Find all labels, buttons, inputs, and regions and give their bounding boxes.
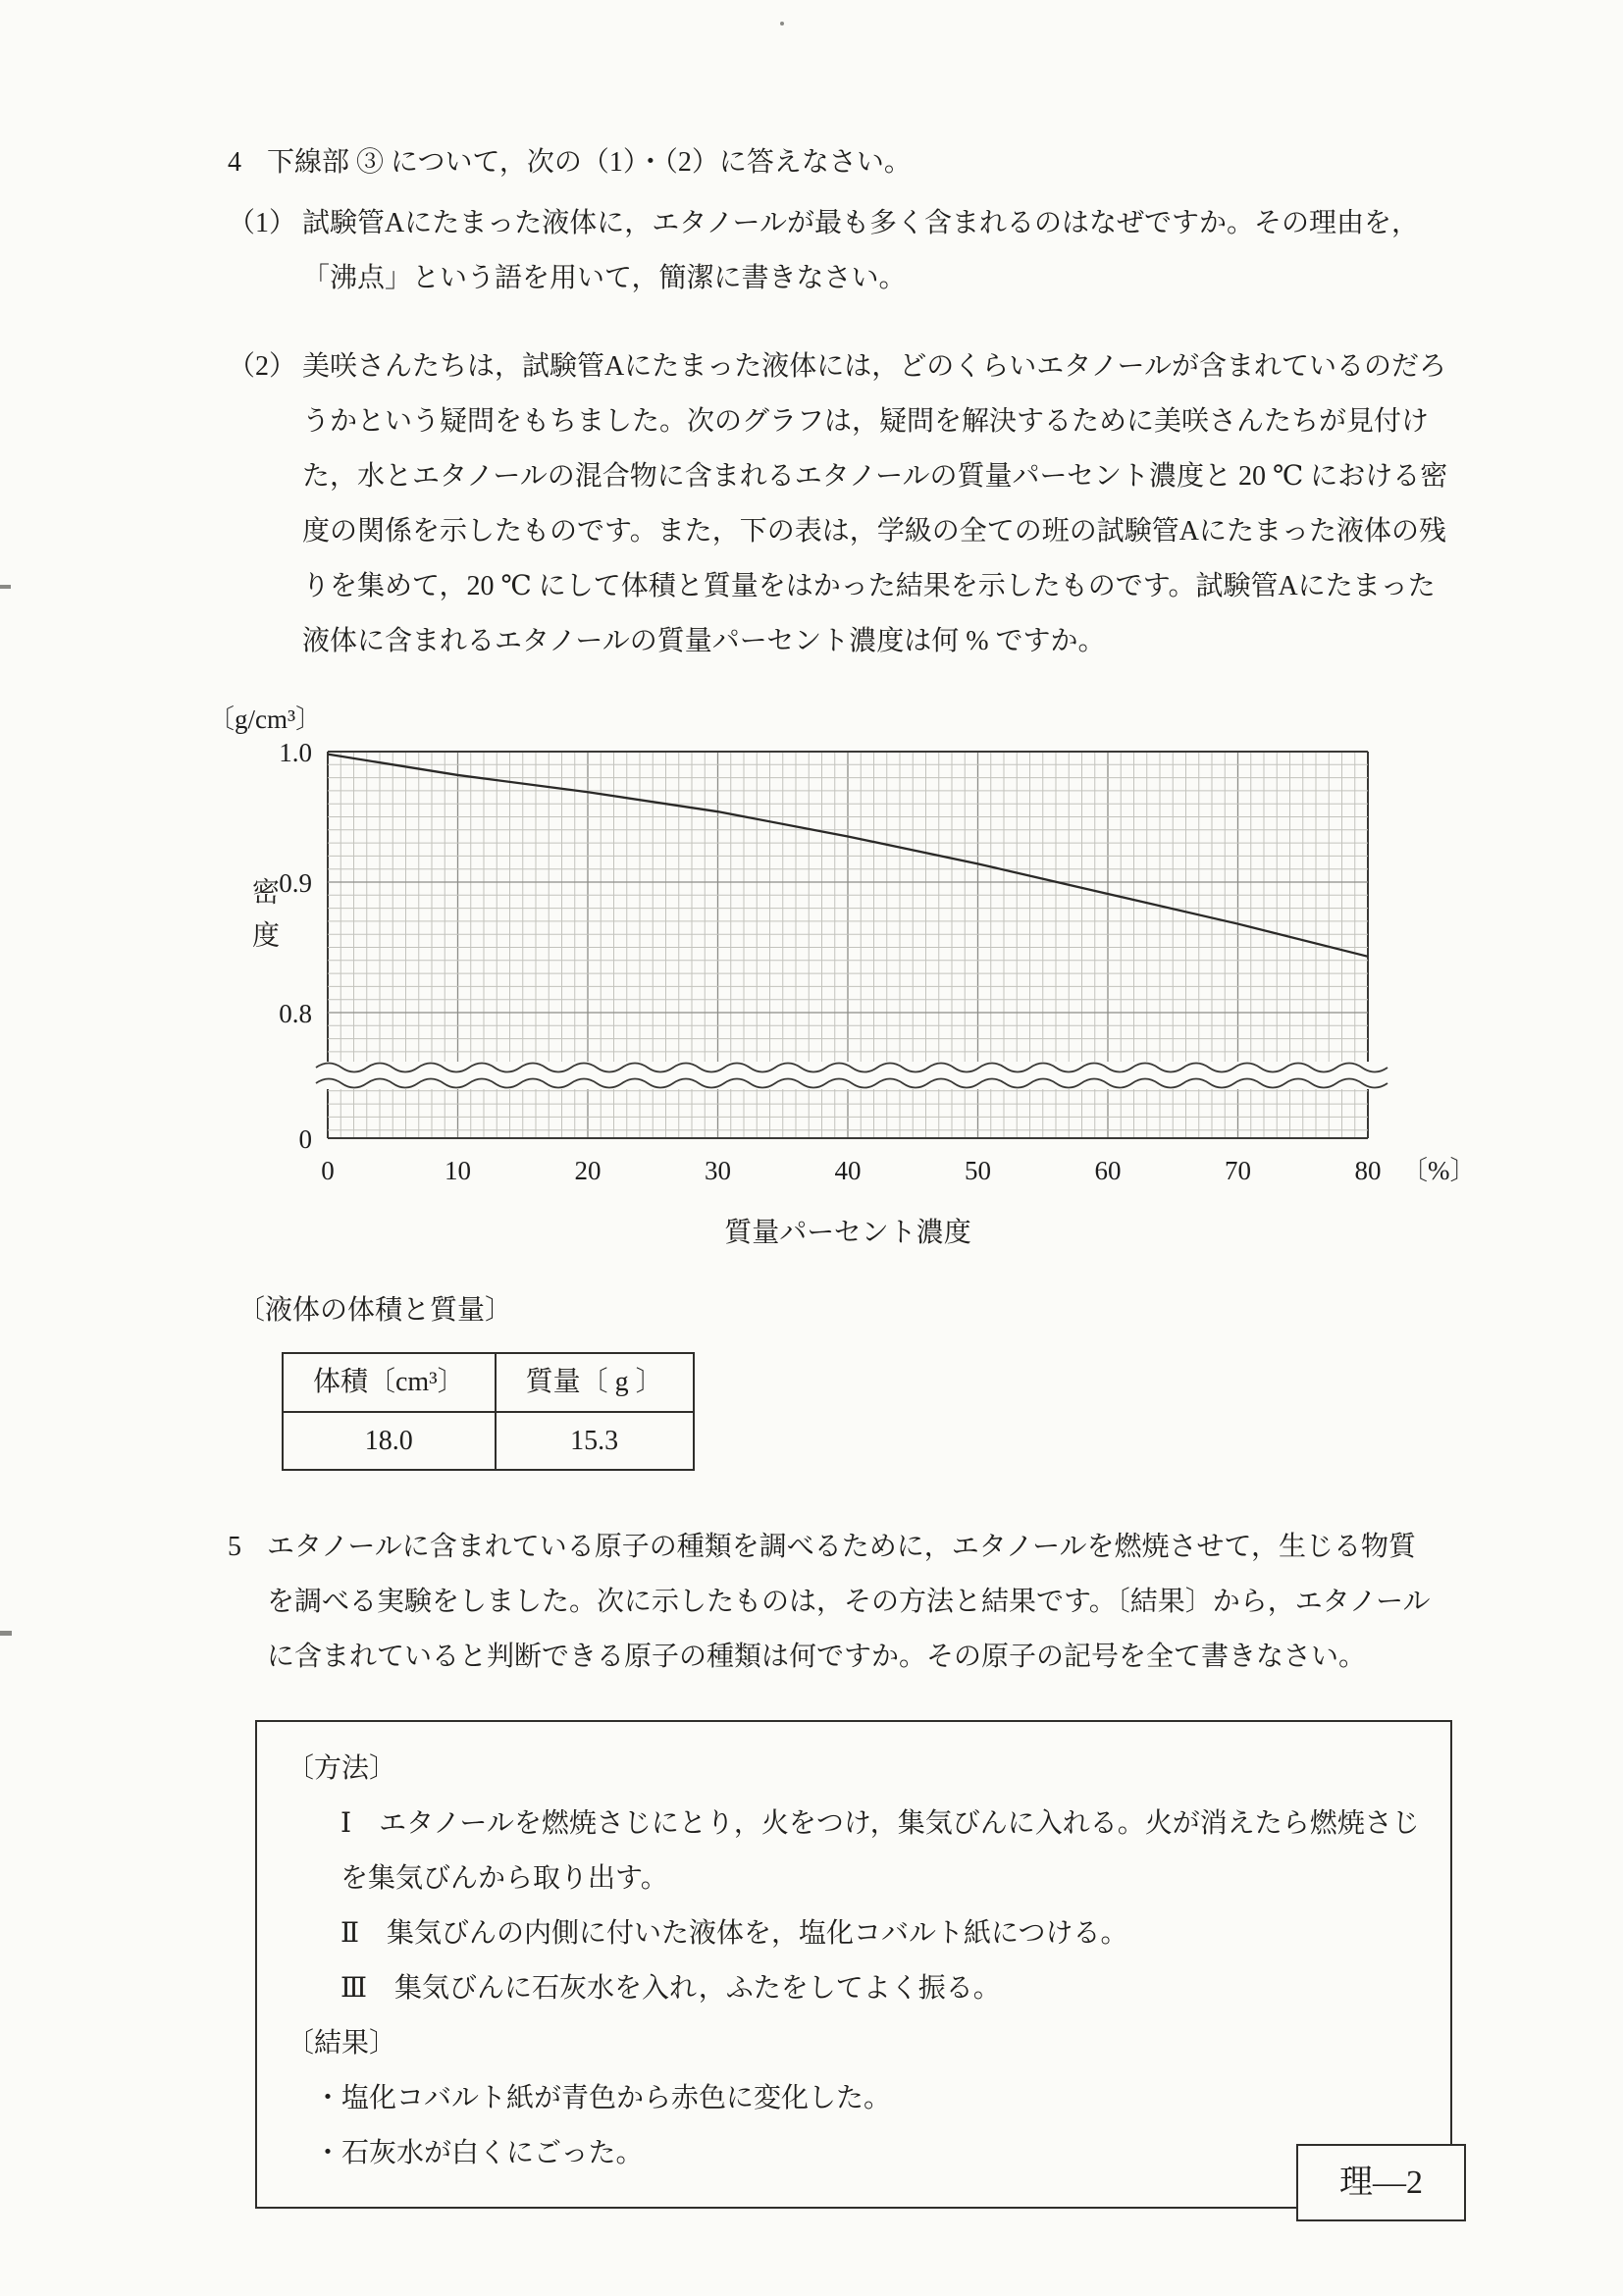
table-cell-volume: 18.0 — [283, 1412, 496, 1471]
svg-text:80: 80 — [1354, 1156, 1382, 1185]
svg-text:20: 20 — [574, 1156, 602, 1185]
method-heading: 〔方法〕 — [287, 1753, 397, 1785]
method-step-3-text: 集気びんに石灰水を入れ，ふたをしてよく振る。 — [394, 1973, 1001, 2005]
svg-text:50: 50 — [965, 1156, 991, 1185]
y-axis-title: 密度 — [248, 877, 279, 964]
svg-text:10: 10 — [445, 1156, 471, 1185]
question4-number: 4 — [228, 147, 241, 178]
table-header-row — [283, 1353, 694, 1412]
svg-text:1.0: 1.0 — [279, 738, 312, 767]
question5-text: エタノールに含まれている原子の種類を調べるために，エタノールを燃焼させて，生じる物質を調べる実験をしました。次に示したものは，その方法と結果です。〔結果〕から，エタノールに含まれていると判断できる原子の種類は何ですか。その原子の記号を全て書きなさい。 — [267, 1532, 1431, 1673]
svg-text:0: 0 — [321, 1156, 335, 1185]
part2-label: （2） — [228, 351, 297, 382]
svg-text:30: 30 — [705, 1156, 731, 1185]
table-header-volume: 体積〔cm³〕 — [283, 1353, 496, 1412]
question4-part2 — [228, 339, 1456, 669]
scan-dot — [780, 22, 784, 26]
part2-text: 美咲さんたちは，試験管Aにたまった液体には，どのくらいエタノールが含まれているのだろうかという疑問をもちました。次のグラフは，疑問を解決するために美咲さんたちが見付けた，水とエタノールの混合物に含まれるエタノールの質量パーセント濃度と 20 ℃ における密度の関係を示したものです。また，下の表は，学級の全ての班の試験管Aにたまった液体の残りを集めて，20 ℃ にして体積と質量をはかった結果を示したものです。試験管Aにたまった液体に含まれるエタノールの質量パーセント濃度は何 % ですか。 — [302, 351, 1448, 656]
volume-mass-table — [282, 1352, 695, 1471]
page-number: 理—2 — [1339, 2165, 1423, 2201]
method-step-3-numeral: Ⅲ — [340, 1973, 368, 2005]
density-chart — [200, 683, 1574, 1254]
page-number-box — [1296, 2144, 1466, 2221]
svg-text:〔g/cm³〕: 〔g/cm³〕 — [208, 704, 323, 734]
question5-number: 5 — [228, 1532, 241, 1563]
svg-text:0.9: 0.9 — [279, 868, 312, 898]
table-row — [283, 1412, 694, 1471]
question4-part1 — [228, 196, 1456, 306]
method-step-1-text: エタノールを燃焼さじにとり，火をつけ，集気びんに入れる。火が消えたら燃焼さじを集気びんから取り出す。 — [340, 1808, 1420, 1895]
table-cell-mass: 15.3 — [496, 1412, 694, 1471]
scan-mark — [0, 1631, 12, 1636]
method-step-2 — [340, 1906, 1421, 1961]
svg-text:60: 60 — [1094, 1156, 1122, 1185]
experiment-box — [255, 1720, 1452, 2209]
result-heading: 〔結果〕 — [287, 2028, 397, 2060]
table-header-mass: 質量〔 g 〕 — [496, 1353, 694, 1412]
method-step-2-text: 集気びんの内側に付いた液体を，塩化コバルト紙につける。 — [387, 1918, 1128, 1950]
method-step-1-numeral: Ⅰ — [340, 1808, 352, 1840]
table-caption: 〔液体の体積と質量〕 — [237, 1295, 513, 1326]
method-step-1 — [340, 1797, 1421, 1906]
method-step-3 — [340, 1961, 1421, 2016]
svg-text:0: 0 — [298, 1124, 312, 1154]
method-step-2-numeral: Ⅱ — [340, 1918, 360, 1950]
question4-heading — [228, 135, 1456, 190]
part1-text: 試験管Aにたまった液体に，エタノールが最も多く含まれるのはなぜですか。その理由を，「沸点」という語を用いて，簡潔に書きなさい。 — [302, 208, 1420, 293]
part1-label: （1） — [228, 208, 297, 238]
svg-text:40: 40 — [834, 1156, 862, 1185]
svg-text:0.8: 0.8 — [279, 999, 312, 1028]
scan-mark — [0, 585, 11, 589]
density-vs-concentration-graph — [200, 683, 1505, 1213]
result-item-1: ・塩化コバルト紙が青色から赤色に変化した。 — [314, 2083, 892, 2114]
svg-text:70: 70 — [1225, 1156, 1251, 1185]
question5-heading — [228, 1520, 1456, 1685]
x-axis-title: 質量パーセント濃度 — [724, 1218, 971, 1248]
question4-intro: 下線部 ③ について，次の（1）・（2）に答えなさい。 — [267, 147, 912, 178]
result-item-2: ・石灰水が白くにごった。 — [314, 2138, 644, 2169]
svg-text:〔%〕: 〔%〕 — [1401, 1156, 1477, 1185]
